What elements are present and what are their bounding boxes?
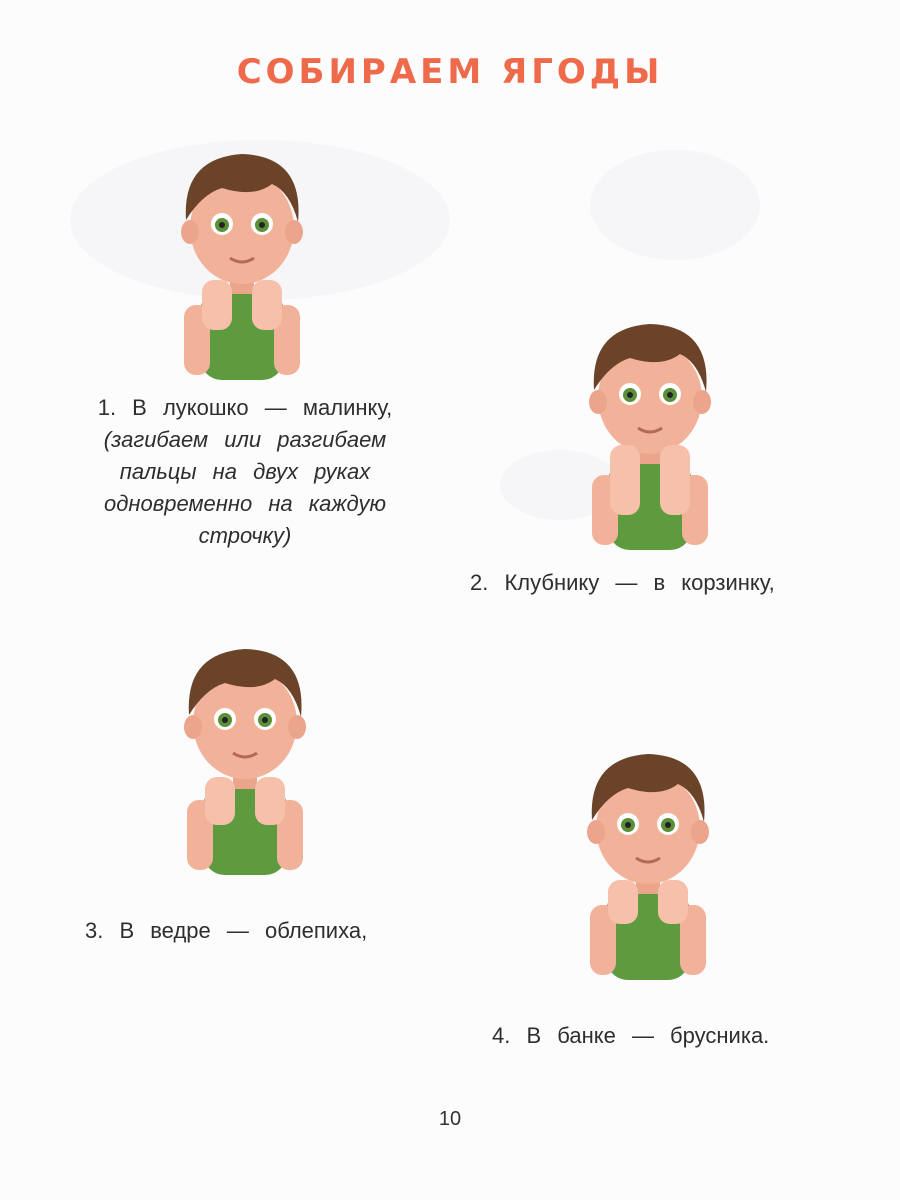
step-3-line: 3. В ведре — облепиха, <box>85 918 368 943</box>
step-3 <box>85 915 445 947</box>
boy-showing-hands-icon <box>172 140 312 380</box>
boy-showing-hands-icon <box>175 635 315 875</box>
boy-showing-hands-icon <box>578 740 718 980</box>
page-title: СОБИРАЕМ ЯГОДЫ <box>236 52 664 92</box>
boy-illustration-2 <box>580 310 720 550</box>
boy-illustration-4 <box>578 740 718 980</box>
step-4-line: 4. В банке — брусника. <box>492 1023 770 1048</box>
step-2-line: 2. Клубнику — в корзинку, <box>470 570 775 595</box>
step-1 <box>60 392 430 551</box>
page-number: 10 <box>438 1108 462 1130</box>
boy-showing-hands-icon <box>580 310 720 550</box>
background-shape <box>590 150 760 260</box>
step-4 <box>492 1020 872 1052</box>
boy-illustration-3 <box>175 635 315 875</box>
step-1-line: 1. В лукошко — малинку, <box>97 395 393 420</box>
step-2 <box>470 567 870 599</box>
step-1-note: (загибаем или разгибаем пальцы на двух руках одновременно на каждую строчку) <box>103 426 387 548</box>
boy-illustration-1 <box>172 140 312 380</box>
